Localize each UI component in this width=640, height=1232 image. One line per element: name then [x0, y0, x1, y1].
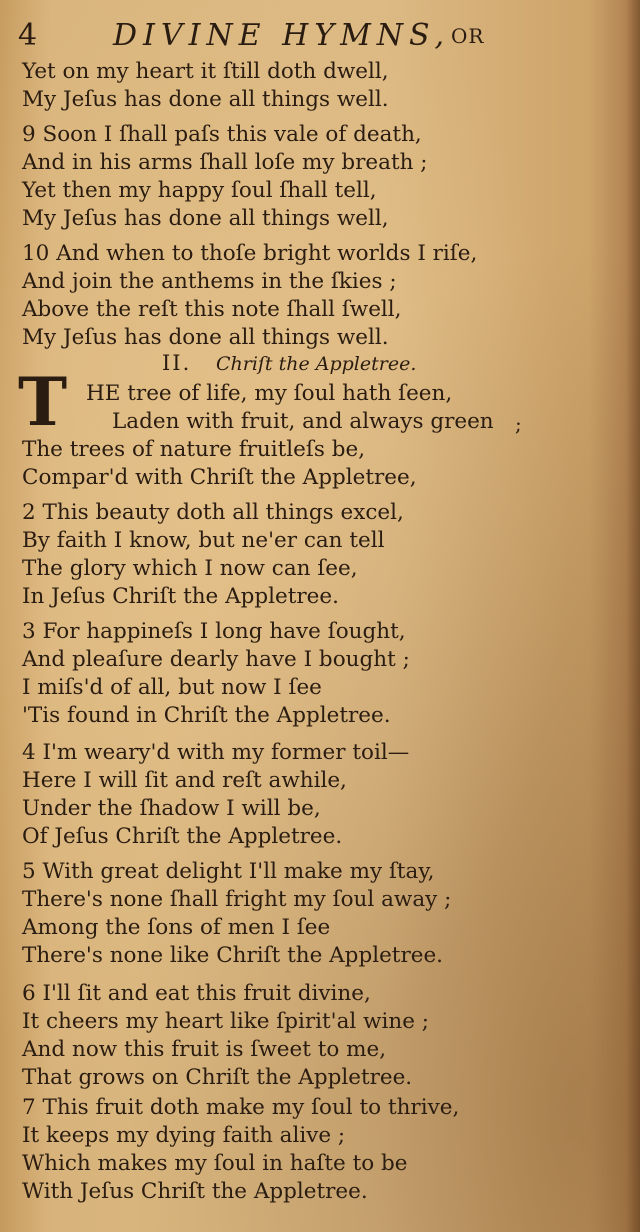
verse-line: With Jeſus Chriſt the Appletree. [22, 1179, 368, 1204]
verse-line: The trees of nature fruitleſs be, [22, 437, 366, 462]
verse-line: 3 For happineſs I long have ſought, [22, 619, 406, 644]
verse-line: Of Jeſus Chriſt the Appletree. [22, 824, 343, 849]
verse-line: 2 This beauty doth all things excel, [22, 500, 404, 525]
verse-line: Yet on my heart it ſtill doth dwell, [22, 59, 389, 84]
verse-line: 7 This fruit doth make my ſoul to thrive, [22, 1095, 460, 1120]
page-edge-shadow [626, 0, 640, 1232]
verse-line: HE tree of life, my ſoul hath ſeen, [86, 381, 453, 406]
verse-line: And join the anthems in the ſkies ; [22, 269, 397, 294]
running-title-or: OR [451, 24, 485, 48]
verse-line: It keeps my dying faith alive ; [22, 1123, 346, 1148]
hymn-heading [162, 350, 416, 378]
verse-line: My Jeſus has done all things well. [22, 325, 389, 350]
hymn-number: II. [162, 351, 192, 375]
page-number: 4 [18, 18, 38, 53]
hymn-title: Chriſt the Appletree. [215, 353, 417, 375]
verse-line: I miſs'd of all, but now I ſee [22, 675, 322, 700]
verse-line: Yet then my happy ſoul ſhall tell, [22, 178, 377, 203]
verse-line: That grows on Chriſt the Appletree. [22, 1065, 413, 1090]
verse-line: My Jeſus has done all things well, [22, 206, 389, 231]
running-title: DIVINE HYMNS, [113, 18, 451, 53]
verse-line: Which makes my ſoul in haſte to be [22, 1151, 408, 1176]
verse-line: 9 Soon I ſhall paſs this vale of death, [22, 122, 422, 147]
verse-line-end-punct: ; [515, 412, 522, 436]
verse-line: And in his arms ſhall loſe my breath ; [22, 150, 428, 175]
verse-line: It cheers my heart like ſpirit'al wine ; [22, 1009, 430, 1034]
verse-line: Among the ſons of men I ſee [22, 915, 331, 940]
verse-line: In Jeſus Chriſt the Appletree. [22, 584, 339, 609]
verse-line: And now this fruit is ſweet to me, [22, 1037, 387, 1062]
verse-line: There's none like Chriſt the Appletree. [22, 943, 444, 968]
verse-line: 6 I'll ſit and eat this fruit divine, [22, 981, 371, 1006]
verse-line: Compar'd with Chriſt the Appletree, [22, 465, 417, 490]
verse-line: And pleaſure dearly have I bought ; [22, 647, 410, 672]
verse-line: By faith I know, but ne'er can tell [22, 528, 385, 553]
verse-line: 'Tis found in Chriſt the Appletree. [22, 703, 391, 728]
verse-line: Here I will ſit and reſt awhile, [22, 768, 347, 793]
verse-line: 4 I'm weary'd with my former toil— [22, 740, 410, 765]
verse-line: Under the ſhadow I will be, [22, 796, 321, 821]
verse-line: There's none ſhall fright my ſoul away ; [22, 887, 452, 912]
verse-line: 5 With great delight I'll make my ſtay, [22, 859, 435, 884]
drop-cap: T [18, 363, 68, 441]
verse-line: My Jeſus has done all things well. [22, 87, 389, 112]
verse-line: Above the reſt this note ſhall ſwell, [22, 297, 402, 322]
verse-line: 10 And when to thoſe bright worlds I riſe, [22, 241, 478, 266]
running-header [18, 18, 618, 58]
verse-line: The glory which I now can ſee, [22, 556, 358, 581]
verse-line: Laden with fruit, and always green [112, 409, 494, 434]
